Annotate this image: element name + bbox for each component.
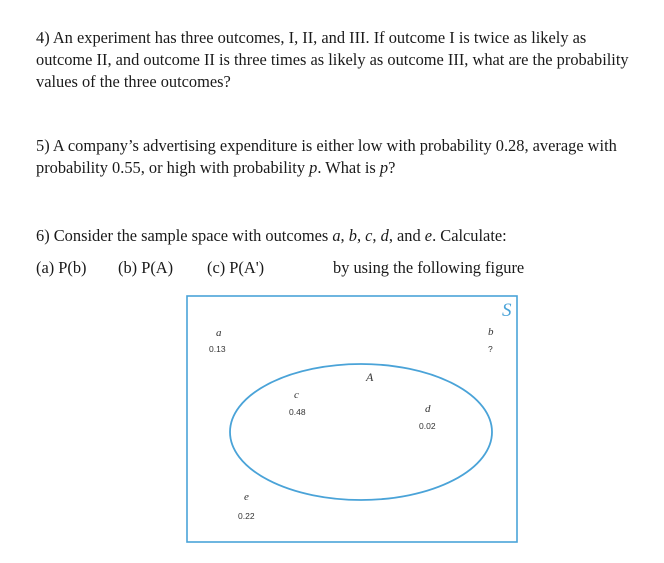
outcome-e-text: e xyxy=(424,226,433,245)
event-a-label: A xyxy=(366,370,374,384)
separator: , xyxy=(340,226,349,245)
outcome-b-prob: ? xyxy=(488,344,493,354)
sample-space-label: S xyxy=(502,300,512,321)
outcome-e-prob: 0.22 xyxy=(238,511,255,521)
outcome-b-text: b xyxy=(348,226,357,245)
event-a-ellipse xyxy=(230,364,492,500)
part-a: (a) P(b) xyxy=(36,258,87,277)
figure-instruction: by using the following figure xyxy=(333,258,525,277)
question-5-text: 5) A company’s advertising expenditure is either low with probability 0.28, average with probability 0.55, or high with probability xyxy=(36,136,617,177)
separator: , and xyxy=(388,226,425,245)
separator: , xyxy=(356,226,366,245)
outcome-d-prob: 0.02 xyxy=(419,421,436,431)
question-6-text-2: . Calculate: xyxy=(432,226,507,245)
outcome-c-label: c xyxy=(294,389,299,401)
variable-p: p xyxy=(379,158,389,177)
separator: , xyxy=(372,226,381,245)
outcome-c-prob: 0.48 xyxy=(289,407,306,417)
part-c: (c) P(A') xyxy=(207,258,265,277)
question-4-text: 4) An experiment has three outcomes, I, II, and III. If outcome I is twice as likely as outcome II, and outcome II is three times as likely as outcome III, what are the probability values of the three outcomes? xyxy=(36,28,629,91)
outcome-a-text: a xyxy=(332,226,341,245)
outcome-d-label: d xyxy=(425,403,431,415)
outcome-e-label: e xyxy=(244,491,249,503)
outcome-a-label: a xyxy=(216,327,222,339)
part-b: (b) P(A) xyxy=(118,258,174,277)
question-5-text-3: ? xyxy=(388,158,396,177)
question-5-text-2: . What is xyxy=(317,158,380,177)
question-6-text: 6) Consider the sample space with outcomes xyxy=(36,226,333,245)
sample-space-box xyxy=(187,296,517,542)
outcome-a-prob: 0.13 xyxy=(209,344,226,354)
outcome-c-text: c xyxy=(365,226,373,245)
outcome-b-label: b xyxy=(488,326,494,338)
outcome-d-text: d xyxy=(380,226,389,245)
variable-p: p xyxy=(309,158,318,177)
